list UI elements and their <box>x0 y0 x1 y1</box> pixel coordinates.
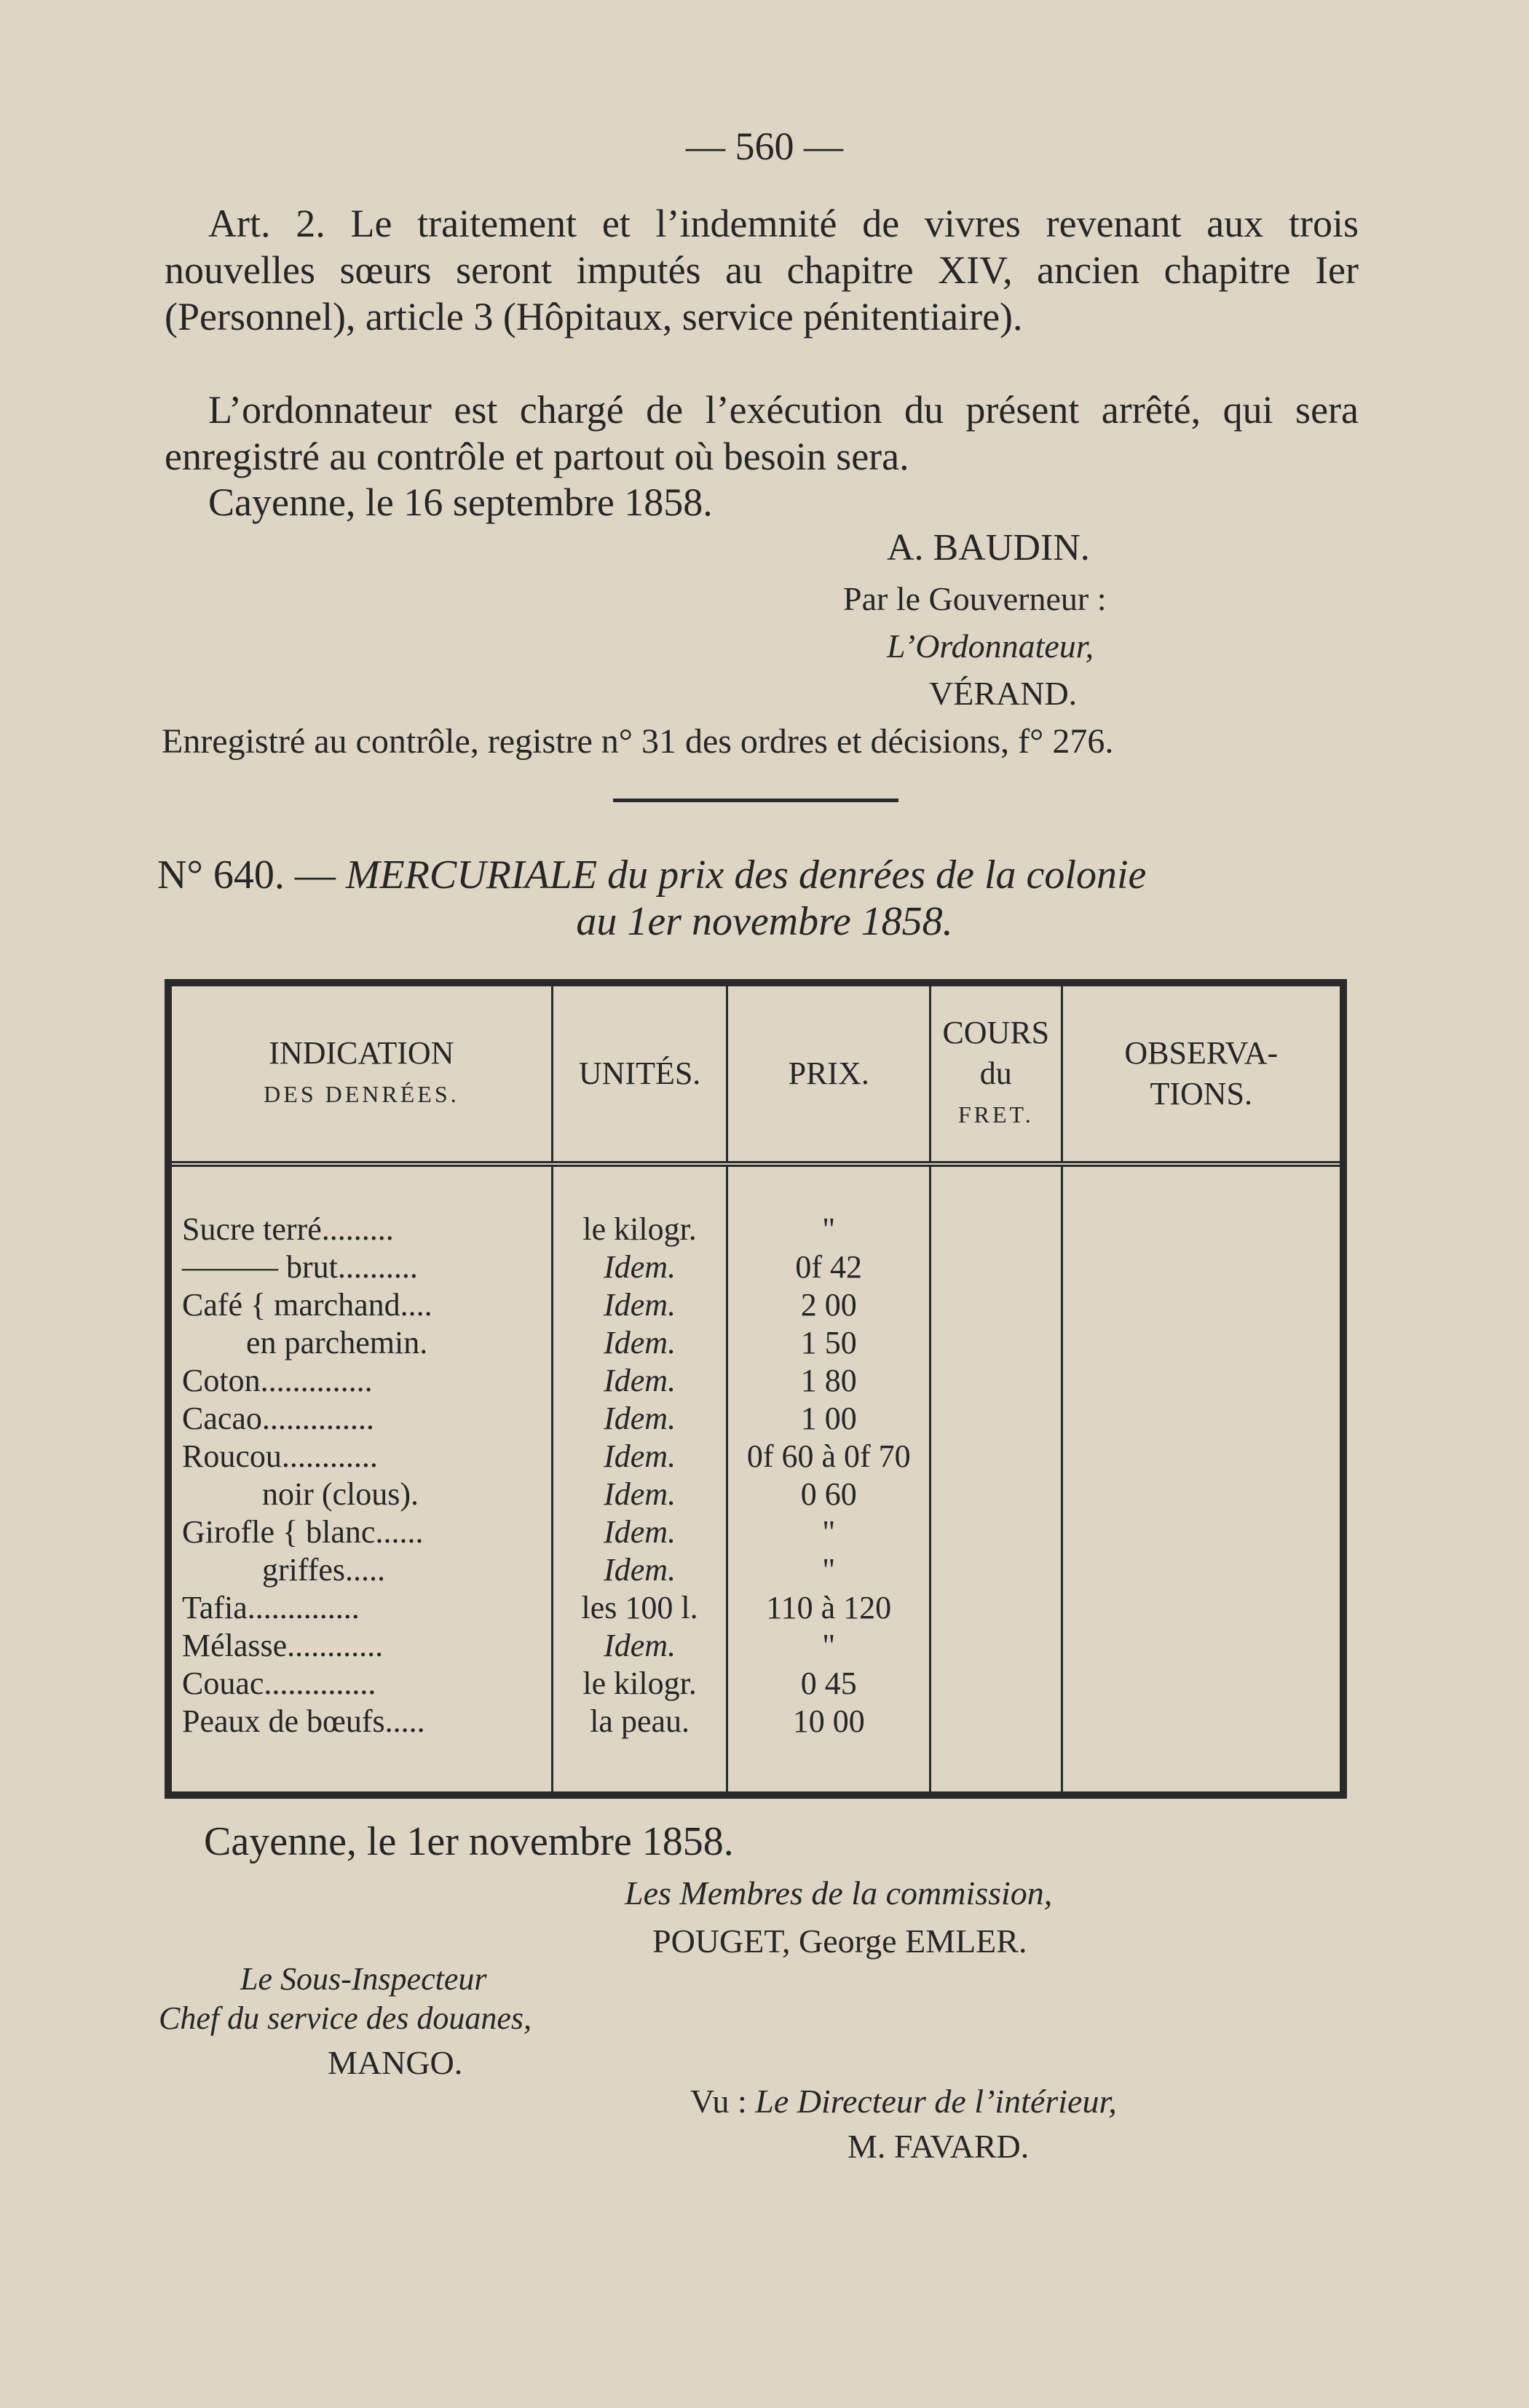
par-le-gouverneur: Par le Gouverneur : <box>843 580 1107 617</box>
heading-line-1 <box>157 852 1146 898</box>
table-row: Mélasse............ Idem. " <box>168 1627 1343 1665</box>
vu-prefix: Vu : <box>690 2083 747 2120</box>
sous-inspecteur: Le Sous-Inspecteur <box>240 1961 487 1997</box>
table-row: Peaux de bœufs..... la peau. 10 00 <box>168 1703 1343 1740</box>
table-row: griffes..... Idem. " <box>168 1551 1343 1589</box>
table-filler-row <box>168 1740 1343 1795</box>
ordonnateur-paragraph: L’ordonnateur est chargé de l’exécution du présent arrêté, qui sera enregistré au contrôle et partout où besoin sera. <box>165 388 1359 478</box>
ordonnateur-title: L’Ordonnateur, <box>887 627 1094 665</box>
governor-signature: A. BAUDIN. <box>887 527 1090 569</box>
col-cours: COURS du FRET. <box>931 983 1062 1164</box>
table-row: Cacao.............. Idem. 1 00 <box>168 1400 1343 1438</box>
col-unites: UNITÉS. <box>552 983 727 1164</box>
table-row: Girofle { blanc...... Idem. " <box>168 1513 1343 1551</box>
table-row: en parchemin. Idem. 1 50 <box>168 1324 1343 1362</box>
table-row: Sucre terré......... le kilogr. " <box>168 1164 1343 1248</box>
mercuriale-table <box>165 979 1347 1799</box>
registration-note: Enregistré au contrôle, registre n° 31 des ordres et décisions, f° 276. <box>162 722 1114 761</box>
table-row: Café { marchand.... Idem. 2 00 <box>168 1286 1343 1324</box>
table-row: Couac.............. le kilogr. 0 45 <box>168 1665 1343 1703</box>
heading-date: au 1er novembre 1858. <box>576 899 953 944</box>
page-number: — 560 — <box>686 124 843 168</box>
heading-number: N° 640. — <box>157 852 336 898</box>
footer-date: Cayenne, le 1er novembre 1858. <box>204 1819 734 1864</box>
article-2-paragraph: Art. 2. Le traitement et l’indemnité de vivres revenant aux trois nouvelles sœurs seront imputés au chapitre XIV, ancien chapitre Ier (Personnel), article 3 (Hôpitaux, service pénitentiaire). <box>165 202 1359 338</box>
col-indication: INDICATION DES DENRÉES. <box>168 983 552 1164</box>
table-row: Tafia.............. les 100 l. 110 à 120 <box>168 1589 1343 1627</box>
chef-service-douanes: Chef du service des douanes, <box>159 2000 532 2036</box>
col-observations: OBSERVA- TIONS. <box>1062 983 1343 1164</box>
vu-directeur-line <box>690 2082 1117 2120</box>
membres-names: POUGET, George EMLER. <box>652 1922 1027 1960</box>
membres-commission: Les Membres de la commission, <box>625 1874 1053 1912</box>
table-row: Roucou............ Idem. 0f 60 à 0f 70 <box>168 1438 1343 1476</box>
table-row: Coton.............. Idem. 1 80 <box>168 1362 1343 1400</box>
mango-signature: MANGO. <box>328 2044 463 2081</box>
favard-signature: M. FAVARD. <box>848 2128 1030 2165</box>
separator-rule <box>613 799 898 802</box>
table-row: ——— brut.......... Idem. 0f 42 <box>168 1248 1343 1286</box>
ordonnateur-name: VÉRAND. <box>929 675 1078 712</box>
decree-date: Cayenne, le 16 septembre 1858. <box>208 480 713 524</box>
heading-title: MERCURIALE du prix des denrées de la colonie <box>345 852 1147 898</box>
col-prix: PRIX. <box>727 983 931 1164</box>
table-row: noir (clous). Idem. 0 60 <box>168 1476 1343 1513</box>
directeur-title: Le Directeur de l’intérieur, <box>755 2083 1117 2120</box>
table-header-row <box>168 983 1343 1164</box>
